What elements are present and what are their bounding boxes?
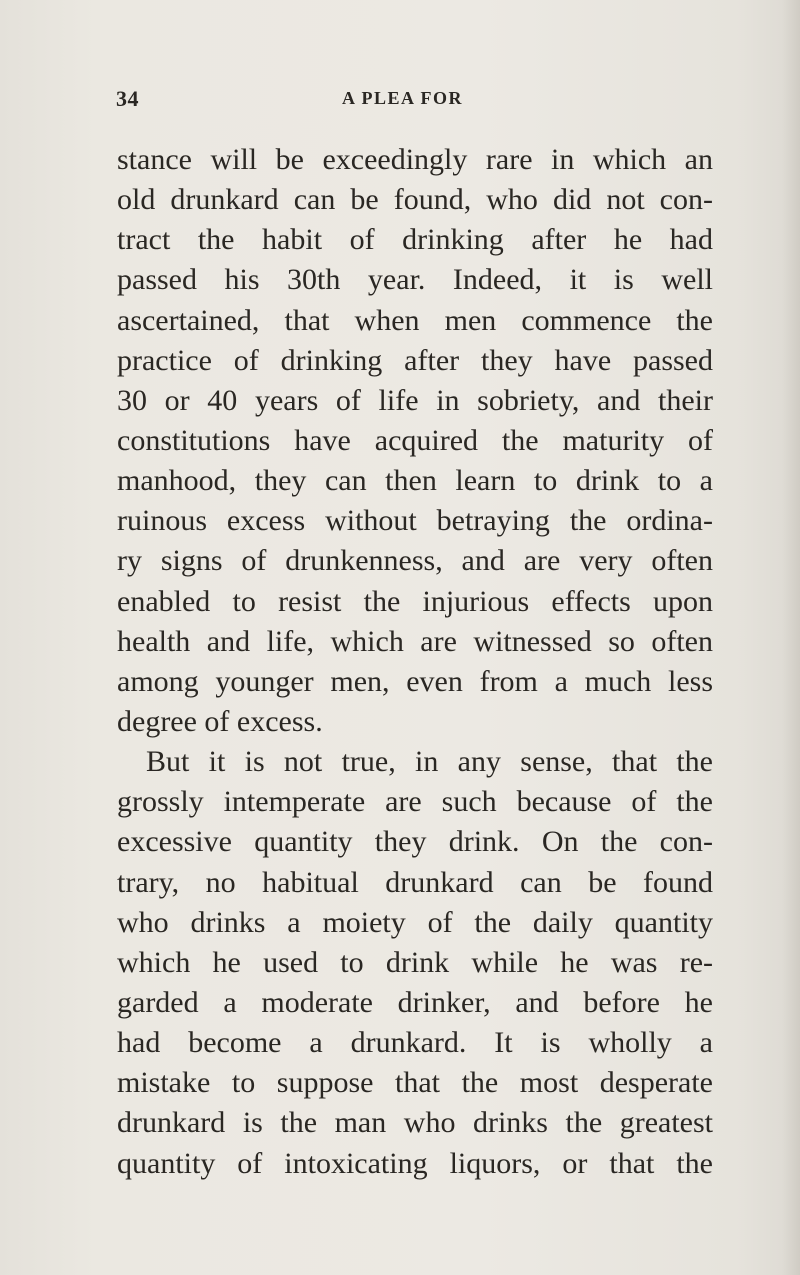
text-line: degree of excess.	[117, 704, 323, 738]
text-line: who drinks a moiety of the daily quantity	[117, 905, 713, 939]
text-line: 30 or 40 years of life in sobriety, and their	[117, 383, 713, 417]
text-line: enabled to resist the injurious effects upon	[117, 584, 713, 618]
text-line: quantity of intoxicating liquors, or that the	[117, 1146, 713, 1180]
text-line: ascertained, that when men commence the	[117, 303, 713, 337]
text-line: practice of drinking after they have passed	[117, 343, 713, 377]
text-line: trary, no habitual drunkard can be found	[117, 865, 713, 899]
text-line: health and life, which are witnessed so often	[117, 624, 713, 658]
text-line: mistake to suppose that the most desperate	[117, 1066, 713, 1100]
text-line: drunkard is the man who drinks the greatest	[117, 1106, 713, 1140]
text-line: old drunkard can be found, who did not con-	[117, 183, 713, 217]
text-line: ruinous excess without betraying the ordina-	[117, 504, 713, 538]
text-line: constitutions have acquired the maturity of	[117, 423, 713, 457]
text-line: grossly intemperate are such because of the	[117, 785, 713, 819]
text-line: excessive quantity they drink. On the con-	[117, 825, 713, 859]
page-number: 34	[116, 86, 139, 111]
text-line: among younger men, even from a much less	[117, 664, 713, 698]
body-text	[117, 140, 713, 1184]
paragraph-first-line: But it is not true, in any sense, that the	[146, 745, 713, 779]
text-line: tract the habit of drinking after he had	[117, 223, 713, 257]
text-line: had become a drunkard. It is wholly a	[117, 1026, 713, 1060]
running-title: A PLEA FOR	[342, 88, 464, 108]
page-edge-shadow	[782, 0, 800, 1275]
text-line: which he used to drink while he was re-	[117, 945, 713, 979]
text-line: ry signs of drunkenness, and are very often	[117, 544, 713, 578]
text-line: garded a moderate drinker, and before he	[117, 985, 713, 1019]
text-line: passed his 30th year. Indeed, it is well	[117, 263, 713, 297]
text-line: stance will be exceedingly rare in which an	[117, 143, 713, 176]
running-header	[0, 86, 800, 116]
text-line: manhood, they can then learn to drink to a	[117, 464, 713, 498]
